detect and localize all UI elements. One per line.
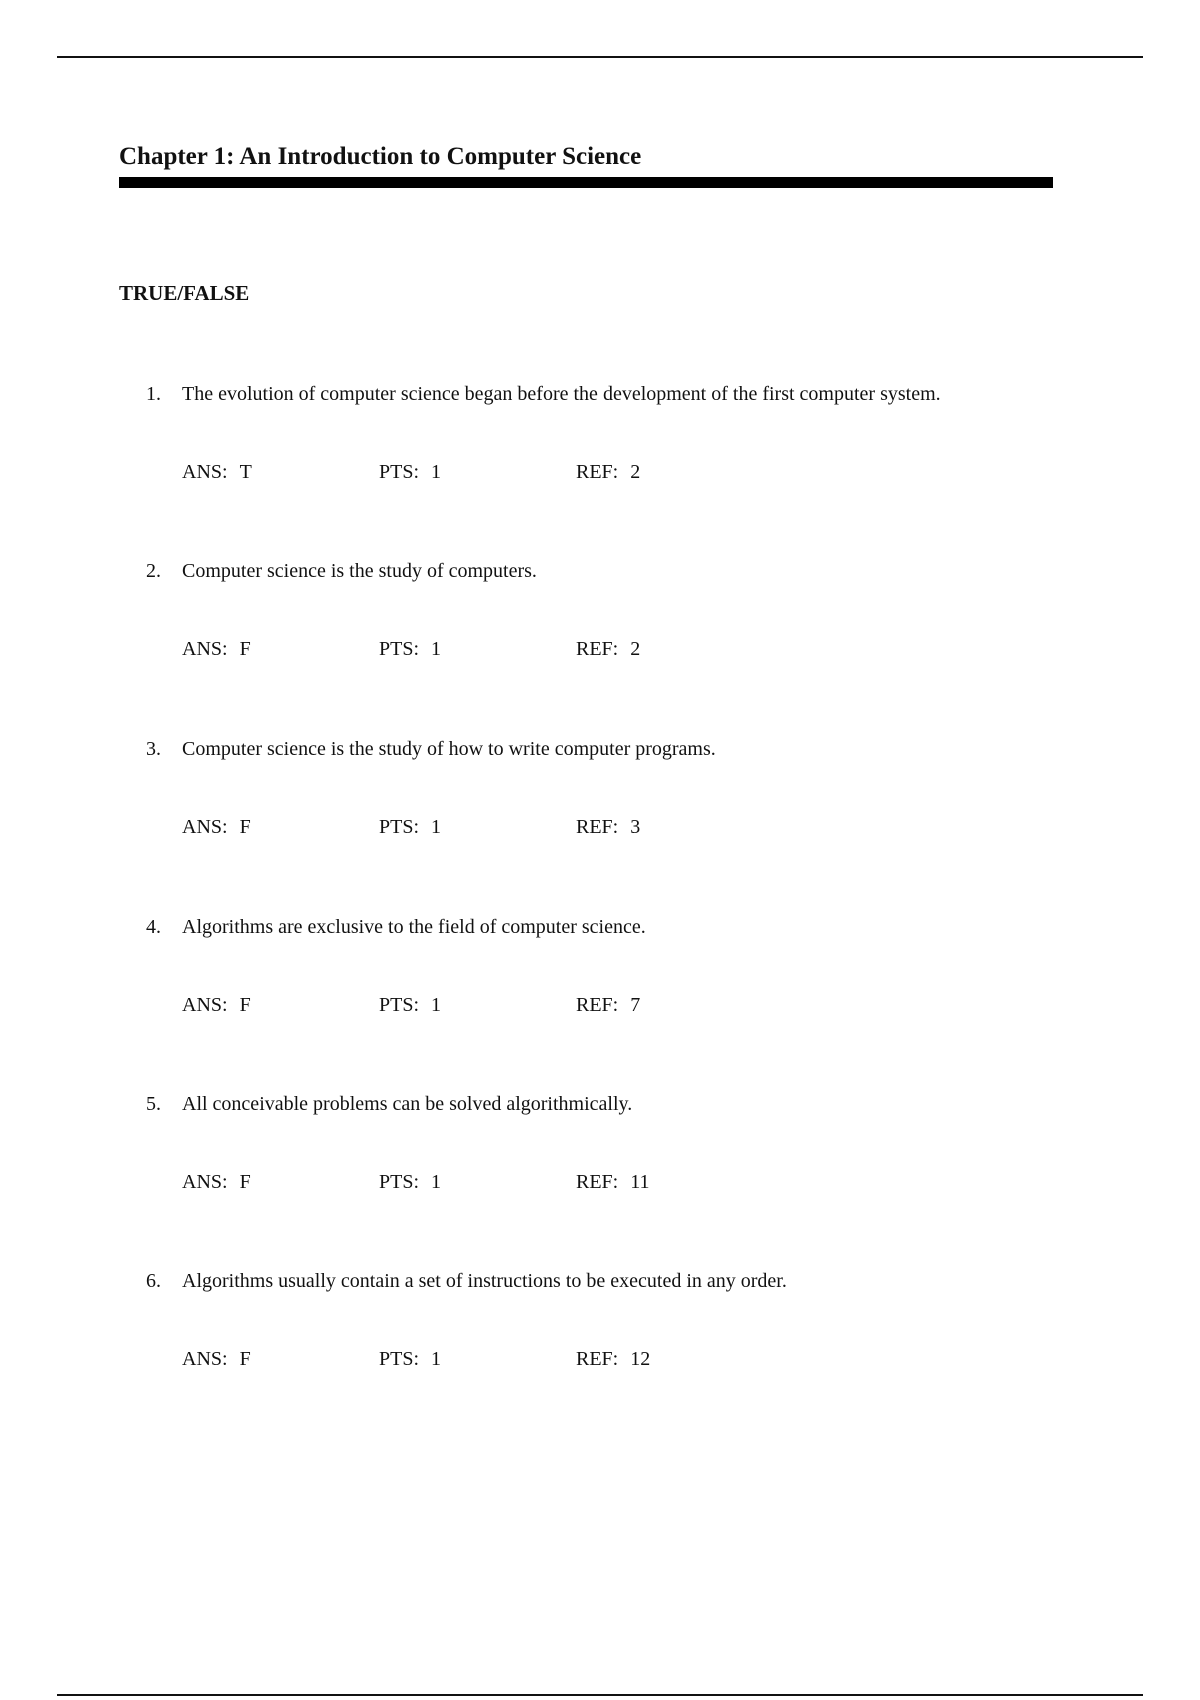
question-text: Computer science is the study of computers. bbox=[182, 560, 537, 582]
answer-label: ANS: bbox=[182, 638, 228, 660]
reference-value: 11 bbox=[630, 1171, 650, 1193]
points-label: PTS: bbox=[379, 816, 420, 838]
answer-value: F bbox=[239, 994, 251, 1016]
question-number: 1. bbox=[146, 383, 161, 405]
question-text: All conceivable problems can be solved algorithmically. bbox=[182, 1093, 633, 1115]
points-label: PTS: bbox=[379, 994, 420, 1016]
reference-label: REF: bbox=[576, 994, 619, 1016]
points-field bbox=[379, 462, 441, 482]
question-number: 5. bbox=[146, 1093, 161, 1115]
reference-value: 12 bbox=[630, 1348, 651, 1370]
answer-label: ANS: bbox=[182, 461, 228, 483]
points-field bbox=[379, 1349, 441, 1369]
reference-label: REF: bbox=[576, 638, 619, 660]
points-label: PTS: bbox=[379, 1171, 420, 1193]
answer-value: F bbox=[239, 638, 251, 660]
answer-value: T bbox=[239, 461, 252, 483]
reference-value: 7 bbox=[630, 994, 641, 1016]
points-label: PTS: bbox=[379, 1348, 420, 1370]
answer-field bbox=[182, 995, 251, 1015]
reference-label: REF: bbox=[576, 1348, 619, 1370]
points-label: PTS: bbox=[379, 461, 420, 483]
points-value: 1 bbox=[431, 461, 442, 483]
points-value: 1 bbox=[431, 816, 442, 838]
points-value: 1 bbox=[431, 638, 442, 660]
answer-value: F bbox=[239, 1348, 251, 1370]
question-text: Algorithms usually contain a set of instructions to be executed in any order. bbox=[182, 1270, 787, 1292]
section-title: TRUE/FALSE bbox=[119, 281, 250, 305]
reference-value: 2 bbox=[630, 461, 641, 483]
chapter-title-underline-bar bbox=[119, 177, 1053, 188]
reference-field bbox=[576, 817, 640, 837]
reference-field bbox=[576, 1172, 650, 1192]
points-field bbox=[379, 995, 441, 1015]
points-field bbox=[379, 639, 441, 659]
question-number: 6. bbox=[146, 1270, 161, 1292]
reference-label: REF: bbox=[576, 1171, 619, 1193]
reference-field bbox=[576, 639, 640, 659]
answer-field bbox=[182, 639, 251, 659]
answer-label: ANS: bbox=[182, 994, 228, 1016]
chapter-title: Chapter 1: An Introduction to Computer Science bbox=[119, 143, 642, 170]
question-text: Computer science is the study of how to write computer programs. bbox=[182, 738, 716, 760]
footer-rule bbox=[57, 1694, 1143, 1696]
question-text: The evolution of computer science began before the development of the first computer system. bbox=[182, 383, 941, 405]
points-label: PTS: bbox=[379, 638, 420, 660]
points-field bbox=[379, 1172, 441, 1192]
header-rule bbox=[57, 56, 1143, 58]
answer-value: F bbox=[239, 1171, 251, 1193]
reference-field bbox=[576, 995, 640, 1015]
answer-field bbox=[182, 817, 251, 837]
answer-label: ANS: bbox=[182, 1171, 228, 1193]
reference-field bbox=[576, 1349, 650, 1369]
reference-value: 3 bbox=[630, 816, 641, 838]
points-value: 1 bbox=[431, 994, 442, 1016]
answer-field bbox=[182, 1172, 251, 1192]
answer-value: F bbox=[239, 816, 251, 838]
question-number: 2. bbox=[146, 560, 161, 582]
answer-field bbox=[182, 1349, 251, 1369]
reference-label: REF: bbox=[576, 816, 619, 838]
points-field bbox=[379, 817, 441, 837]
answer-field bbox=[182, 462, 252, 482]
reference-field bbox=[576, 462, 640, 482]
answer-label: ANS: bbox=[182, 1348, 228, 1370]
points-value: 1 bbox=[431, 1171, 442, 1193]
reference-label: REF: bbox=[576, 461, 619, 483]
answer-label: ANS: bbox=[182, 816, 228, 838]
reference-value: 2 bbox=[630, 638, 641, 660]
points-value: 1 bbox=[431, 1348, 442, 1370]
question-text: Algorithms are exclusive to the field of computer science. bbox=[182, 916, 646, 938]
question-number: 3. bbox=[146, 738, 161, 760]
question-number: 4. bbox=[146, 916, 161, 938]
